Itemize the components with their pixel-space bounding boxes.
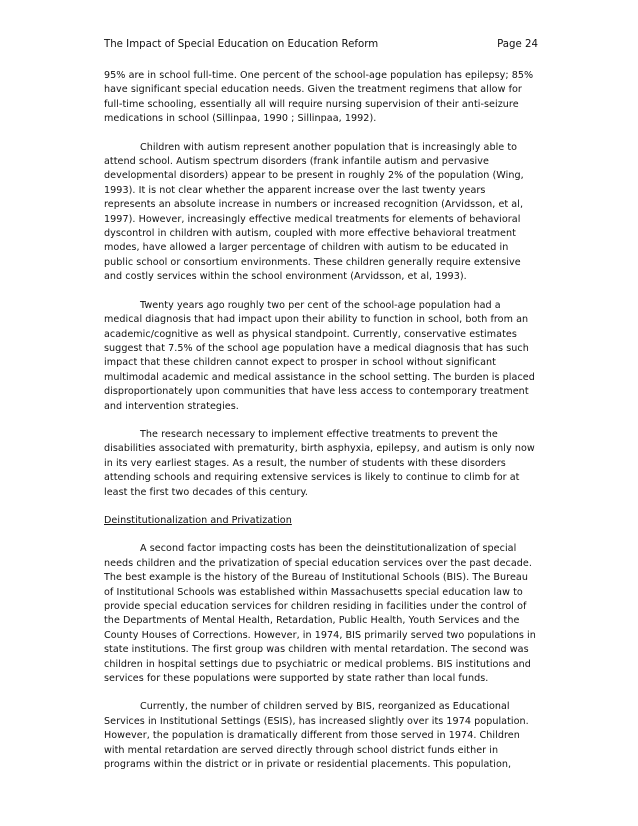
running-title: The Impact of Special Education on Education Reform [104, 39, 379, 50]
paragraph-research: The research necessary to implement effective treatments to prevent the disabilities associated with prematurity, birth asphyxia, epilepsy, and autism is only now in its very earliest stages. As a result, the number of students with these disorders attending schools and requiring extensive services is likely to continue to climb for at least the first two decades of this century. [104, 428, 535, 498]
page-number: Page 24 [497, 39, 538, 50]
section-heading: Deinstitutionalization and Privatization [104, 514, 292, 526]
paragraph-bis-history: A second factor impacting costs has been the deinstitutionalization of special needs children and the privatization of special education services over the past decade. The best example is the history of the Bureau of Institutional Schools (BIS). The Bureau of Institutional Schools was established within Massachusetts special education law to provide special education services for children residing in facilities under the control of the Departments of Mental Health, Retardation, Public Health, Youth Services and the County Houses of Corrections. However, in 1974, BIS primarily served two populations in state institutions. The first group was children with mental retardation. The second was children in hospital settings due to psychiatric or medical problems. BIS institutions and services for these populations were supported by state rather than local funds. [104, 543, 536, 685]
paragraph-esis-current: Currently, the number of children served by BIS, reorganized as Educational Services in Institutional Settings (ESIS), has increased slightly over its 1974 population. However, the population is dramatically different from those served in 1974. Children with mental retardation are served directly through school district funds either in programs within the district or in private or residential placements. This population, [104, 701, 529, 771]
page-body [104, 69, 539, 786]
page-header [104, 38, 538, 52]
paragraph-medical-diagnosis: Twenty years ago roughly two per cent of the school-age population had a medical diagnosis that had impact upon their ability to function in school, both from an academic/cognitive as well as physical standpoint. Currently, conservative estimates suggest that 7.5% of the school age population have a medical diagnosis that has such impact that these children cannot expect to prosper in school without significant multimodal academic and medical assistance in the school setting. The burden is placed disproportionately upon communities that have less access to contemporary treatment and intervention strategies. [104, 299, 535, 412]
paragraph-continuation: 95% are in school full-time. One percent of the school-age population has epilepsy; 85% have significant special education needs. Given the treatment regimens that allow for full-time schooling, essentially all will require nursing supervision of their anti-seizure medications in school (Sillinpaa, 1990 ; Sillinpaa, 1992). [104, 70, 534, 125]
paragraph-autism: Children with autism represent another population that is increasingly able to attend school. Autism spectrum disorders (frank infantile autism and pervasive developmental disorders) appear to be present in roughly 2% of the population (Wing, 1993). It is not clear whether the apparent increase over the last twenty years represents an absolute increase in numbers or increased recognition (Arvidsson, et al, 1997). However, increasingly effective medical treatments for elements of behavioral dyscontrol in children with autism, coupled with more effective behavioral treatment modes, have allowed a larger percentage of children with autism to be educated in public school or consortium environments. These children generally require extensive and costly services within the school environment (Arvidsson, et al, 1993). [104, 141, 524, 283]
